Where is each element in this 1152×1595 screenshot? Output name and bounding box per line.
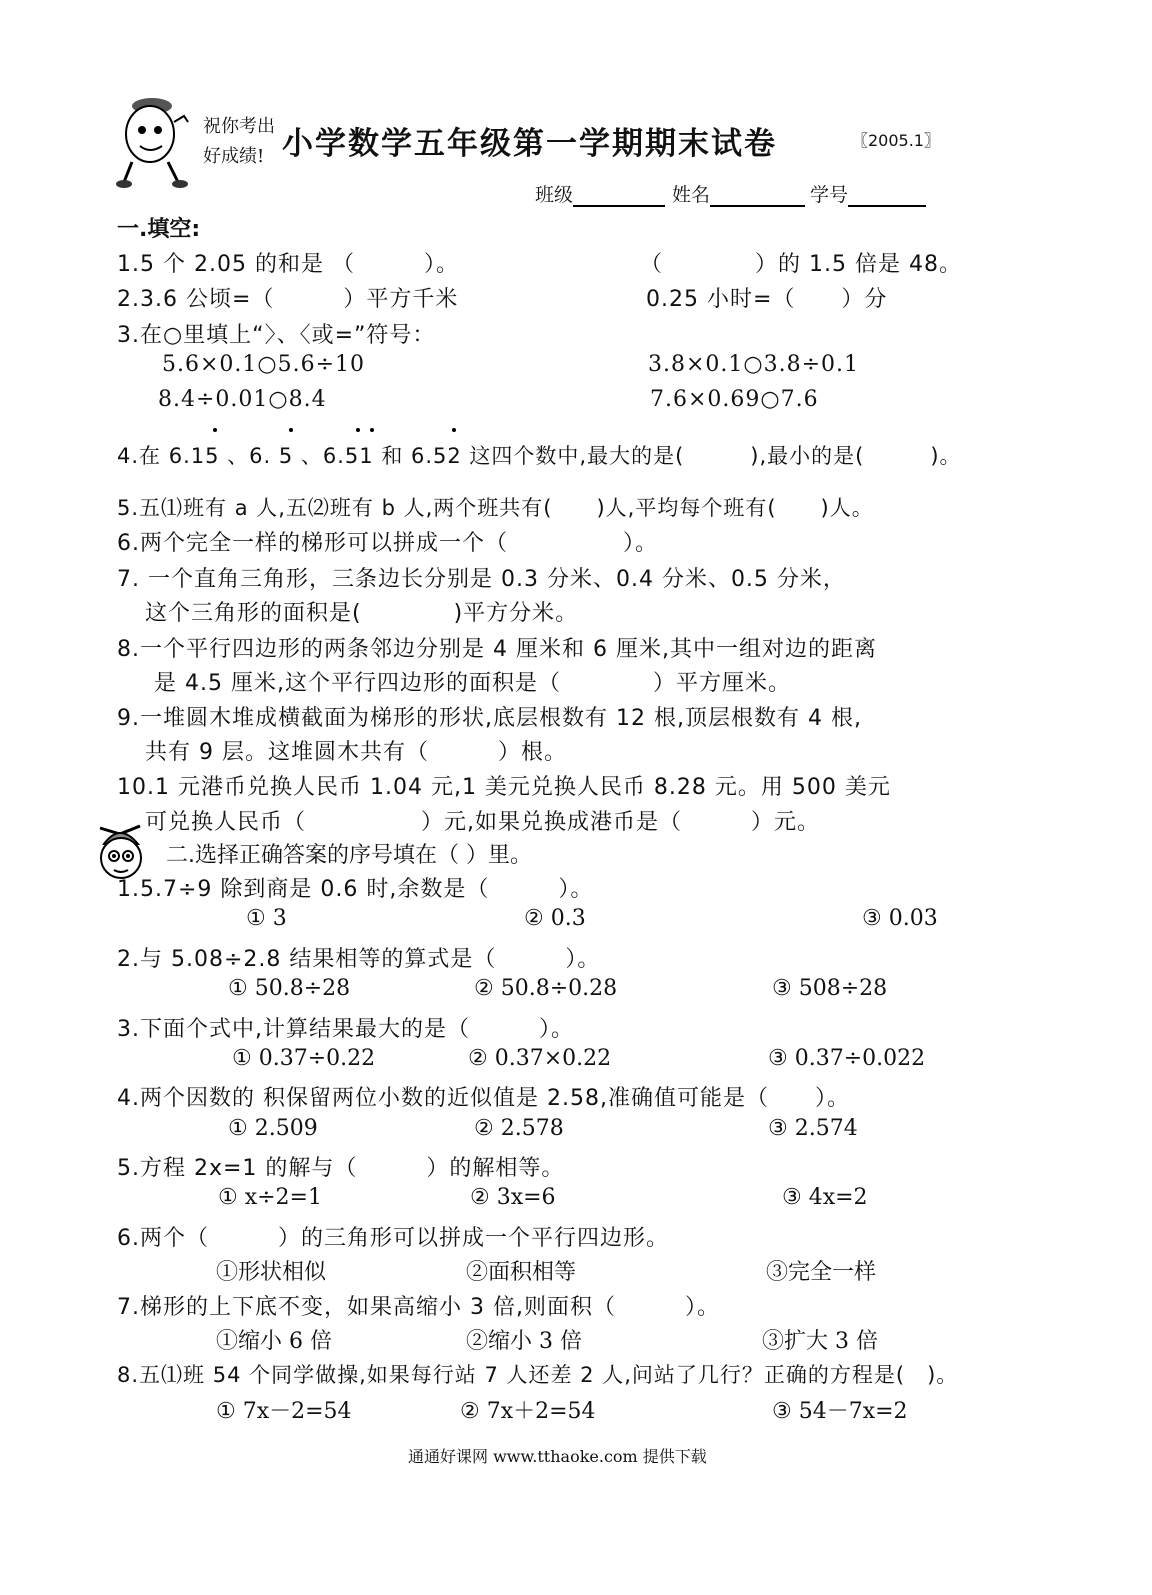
fill-q5: 5.五⑴班有 a 人,五⑵班有 b 人,两个班共有( )人,平均每个班有( )人。 (117, 496, 874, 520)
choice-q1-opt2[interactable]: ② 0.3 (524, 906, 586, 931)
choice-q5-opt2[interactable]: ② 3x=6 (470, 1185, 556, 1210)
choice-q1-opt1[interactable]: ① 3 (246, 906, 287, 931)
choice-q5: 5.方程 2x=1 的解与（ ）的解相等。 (117, 1156, 565, 1181)
name-blank[interactable] (710, 185, 805, 207)
repeat-dot (370, 428, 374, 432)
choice-q2: 2.与 5.08÷2.8 结果相等的算式是（ ）。 (117, 947, 601, 972)
fill-q3-item4: 7.6×0.69○7.6 (650, 387, 819, 412)
fill-q9b: 共有 9 层。这堆圆木共有（ ）根。 (145, 740, 567, 765)
choice-q5-opt3[interactable]: ③ 4x=2 (782, 1185, 868, 1210)
wish-text-line1: 祝你考出 (203, 116, 275, 137)
choice-q3-opt3[interactable]: ③ 0.37÷0.022 (768, 1046, 926, 1071)
fill-q2a: 2.3.6 公顷=（ ）平方千米 (117, 287, 459, 312)
choice-q3: 3.下面个式中,计算结果最大的是（ ）。 (117, 1017, 574, 1042)
choice-q3-opt2[interactable]: ② 0.37×0.22 (468, 1046, 612, 1071)
fill-q7a: 7. 一个直角三角形，三条边长分别是 0.3 分米、0.4 分米、0.5 分米， (117, 567, 846, 592)
choice-q1: 1.5.7÷9 除到商是 0.6 时,余数是（ ）。 (117, 877, 594, 902)
choice-q1-opt3[interactable]: ③ 0.03 (862, 906, 938, 931)
choice-q3-opt1[interactable]: ① 0.37÷0.22 (232, 1046, 376, 1071)
choice-q8-opt3[interactable]: ③ 54－7x=2 (772, 1399, 908, 1424)
choice-q4: 4.两个因数的 积保留两位小数的近似值是 2.58,准确值可能是（ ）。 (117, 1086, 850, 1111)
class-blank[interactable] (573, 185, 665, 207)
repeat-dot (356, 428, 360, 432)
footer-credit: 通通好课网 www.tthaoke.com 提供下载 (408, 1447, 707, 1466)
cartoon-mascot-icon (112, 92, 202, 192)
fill-q1a: 1.5 个 2.05 的和是 （ ）。 (117, 252, 459, 277)
fill-q8a: 8.一个平行四边形的两条邻边分别是 4 厘米和 6 厘米,其中一组对边的距离 (117, 637, 877, 662)
fill-q3-item2: 3.8×0.1○3.8÷0.1 (648, 352, 860, 377)
fill-q10b: 可兑换人民币（ ）元,如果兑换成港币是（ ）元。 (145, 810, 820, 835)
choice-q6-opt2[interactable]: ②面积相等 (466, 1260, 577, 1285)
fill-q1b: （ ）的 1.5 倍是 48。 (640, 252, 962, 277)
fill-q4: 4.在 6.15 、6. 5 、6.51 和 6.52 这四个数中,最大的是( ),最小的是( )。 (117, 444, 962, 468)
fill-q3: 3.在○里填上“〉、〈或=”符号： (117, 323, 436, 348)
choice-q4-opt2[interactable]: ② 2.578 (474, 1116, 564, 1141)
fill-q9a: 9.一堆圆木堆成横截面为梯形的形状,底层根数有 12 根,顶层根数有 4 根, (117, 706, 862, 731)
name-label: 姓名 (672, 184, 711, 206)
choice-q2-opt2[interactable]: ② 50.8÷0.28 (474, 976, 618, 1001)
name-field (672, 180, 805, 207)
repeat-dot (452, 428, 456, 432)
choice-q7-opt2[interactable]: ②缩小 3 倍 (466, 1329, 582, 1354)
id-field (810, 180, 926, 207)
choice-q2-opt1[interactable]: ① 50.8÷28 (228, 976, 351, 1001)
choice-q6-opt3[interactable]: ③完全一样 (766, 1260, 877, 1285)
fill-q3-item1: 5.6×0.1○5.6÷10 (162, 352, 366, 377)
repeat-dot (213, 428, 217, 432)
fill-q3-item3: 8.4÷0.01○8.4 (158, 387, 327, 412)
choice-q7-opt3[interactable]: ③扩大 3 倍 (762, 1329, 878, 1354)
class-label: 班级 (535, 184, 574, 206)
fill-q10a: 10.1 元港币兑换人民币 1.04 元,1 美元兑换人民币 8.28 元。用 500 美元 (117, 775, 891, 800)
choice-q6: 6.两个（ ）的三角形可以拼成一个平行四边形。 (117, 1226, 669, 1251)
choice-q2-opt3[interactable]: ③ 508÷28 (772, 976, 888, 1001)
id-blank[interactable] (848, 185, 926, 207)
fill-q6: 6.两个完全一样的梯形可以拼成一个（ ）。 (117, 531, 658, 556)
repeat-dot (289, 428, 293, 432)
section1-heading: 一.填空: (117, 217, 201, 242)
class-field (535, 180, 665, 207)
exam-date: 〖2005.1〗 (852, 131, 940, 150)
choice-q7-opt1[interactable]: ①缩小 6 倍 (216, 1329, 332, 1354)
choice-q4-opt1[interactable]: ① 2.509 (228, 1116, 318, 1141)
choice-q4-opt3[interactable]: ③ 2.574 (768, 1116, 858, 1141)
choice-q8-opt2[interactable]: ② 7x＋2=54 (460, 1399, 596, 1424)
page-title: 小学数学五年级第一学期期末试卷 (282, 126, 777, 162)
choice-q5-opt1[interactable]: ① x÷2=1 (218, 1185, 322, 1210)
fill-q8b: 是 4.5 厘米,这个平行四边形的面积是（ ）平方厘米。 (154, 671, 791, 696)
choice-q6-opt1[interactable]: ①形状相似 (216, 1260, 327, 1285)
section2-heading: 二.选择正确答案的序号填在（ ）里。 (166, 843, 532, 868)
id-label: 学号 (810, 184, 849, 206)
wish-text-line2: 好成绩! (203, 146, 265, 167)
fill-q2b: 0.25 小时=（ ）分 (646, 287, 888, 312)
choice-q8-opt1[interactable]: ① 7x－2=54 (216, 1399, 352, 1424)
choice-q7: 7.梯形的上下底不变，如果高缩小 3 倍,则面积（ ）。 (117, 1295, 720, 1320)
choice-q8: 8.五⑴班 54 个同学做操,如果每行站 7 人还差 2 人,问站了几行？正确的方程是( )。 (117, 1363, 959, 1387)
fill-q7b: 这个三角形的面积是( )平方分米。 (145, 601, 579, 626)
